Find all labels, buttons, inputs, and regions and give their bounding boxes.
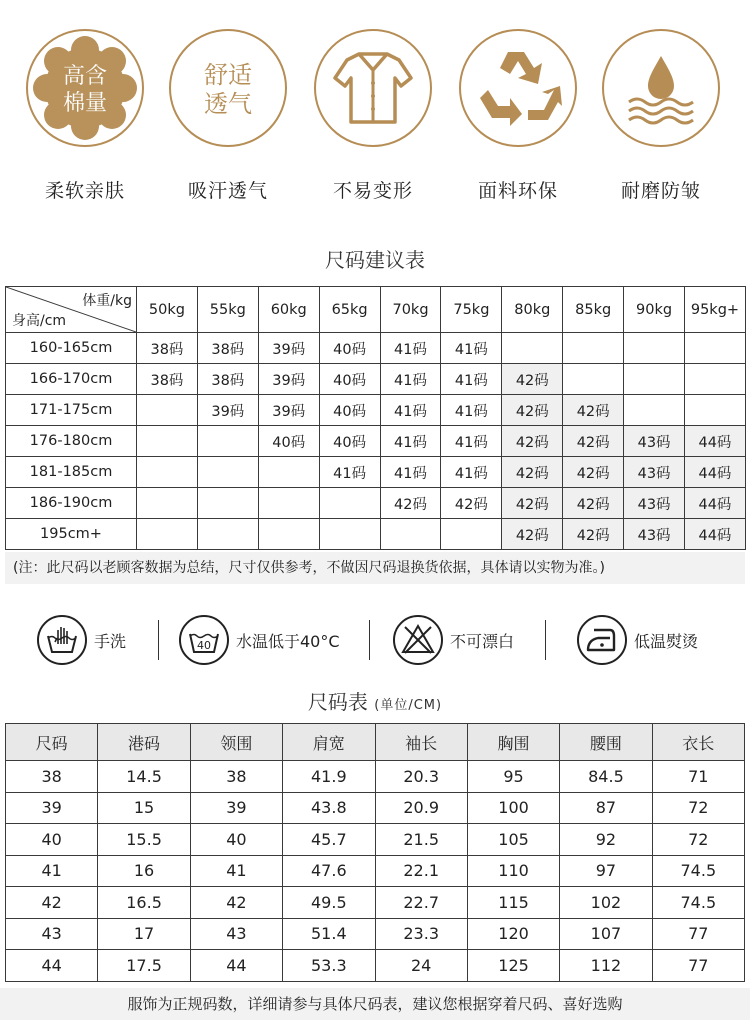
size-cell bbox=[137, 426, 198, 457]
size-cell: 42码 bbox=[563, 519, 624, 550]
size-cell bbox=[137, 488, 198, 519]
size-cell bbox=[624, 395, 685, 426]
badge-text-line2: 透气 bbox=[204, 90, 252, 118]
measurement-cell: 21.5 bbox=[375, 824, 467, 856]
measurement-cell: 45.7 bbox=[283, 824, 375, 856]
size-cell: 42码 bbox=[563, 426, 624, 457]
column-header: 领围 bbox=[190, 724, 282, 761]
feature-cotton bbox=[20, 28, 150, 203]
table-row bbox=[6, 792, 745, 824]
table-row bbox=[6, 426, 746, 457]
measurement-cell: 41 bbox=[190, 855, 282, 887]
measurement-cell: 43.8 bbox=[283, 792, 375, 824]
size-cell: 38码 bbox=[137, 364, 198, 395]
care-label: 低温熨烫 bbox=[634, 631, 699, 651]
low-temp-iron-icon bbox=[576, 614, 628, 666]
size-cell: 40码 bbox=[319, 395, 380, 426]
measurement-unit: (单位/CM) bbox=[374, 698, 443, 713]
table-row bbox=[6, 918, 745, 950]
measurement-cell: 72 bbox=[652, 824, 744, 856]
column-header: 衣长 bbox=[652, 724, 744, 761]
measurement-cell: 74.5 bbox=[652, 855, 744, 887]
measurement-cell: 14.5 bbox=[98, 761, 190, 793]
measurement-cell: 120 bbox=[467, 918, 559, 950]
table-row bbox=[6, 333, 746, 364]
height-label-cell: 195cm+ bbox=[6, 519, 137, 550]
measurement-cell: 17.5 bbox=[98, 950, 190, 982]
size-cell: 44码 bbox=[685, 488, 746, 519]
size-cell: 42码 bbox=[502, 364, 563, 395]
measurement-cell: 39 bbox=[6, 792, 98, 824]
size-cell bbox=[685, 395, 746, 426]
height-label-cell: 160-165cm bbox=[6, 333, 137, 364]
table-row bbox=[6, 761, 745, 793]
size-cell: 38码 bbox=[137, 333, 198, 364]
measurement-cell: 43 bbox=[190, 918, 282, 950]
care-hand-wash bbox=[36, 612, 126, 668]
height-label-cell: 166-170cm bbox=[6, 364, 137, 395]
weight-header-cell: 95kg+ bbox=[685, 287, 746, 333]
size-cell bbox=[197, 426, 258, 457]
care-no-bleach bbox=[392, 612, 514, 668]
height-label-cell: 176-180cm bbox=[6, 426, 137, 457]
weight-header-cell: 70kg bbox=[380, 287, 441, 333]
size-cell: 42码 bbox=[563, 395, 624, 426]
size-cell: 44码 bbox=[685, 457, 746, 488]
measurement-cell: 53.3 bbox=[283, 950, 375, 982]
size-cell: 40码 bbox=[319, 364, 380, 395]
column-header: 胸围 bbox=[467, 724, 559, 761]
size-cell: 41码 bbox=[380, 395, 441, 426]
table-row bbox=[6, 887, 745, 919]
care-divider bbox=[369, 620, 370, 660]
measurement-cell: 41 bbox=[6, 855, 98, 887]
measurement-cell: 44 bbox=[190, 950, 282, 982]
size-cell: 40码 bbox=[319, 426, 380, 457]
care-divider bbox=[158, 620, 159, 660]
table-row bbox=[6, 457, 746, 488]
measurement-cell: 77 bbox=[652, 950, 744, 982]
shirt-icon bbox=[313, 28, 433, 148]
size-cell: 42码 bbox=[441, 488, 502, 519]
feature-shape bbox=[308, 28, 438, 203]
size-cell bbox=[319, 519, 380, 550]
measurement-cell: 16 bbox=[98, 855, 190, 887]
temp-value: 40 bbox=[197, 639, 211, 652]
measurement-cell: 15 bbox=[98, 792, 190, 824]
size-cell: 40码 bbox=[258, 426, 319, 457]
measurement-cell: 20.3 bbox=[375, 761, 467, 793]
footer-note: 服饰为正规码数，详细请参与具体尺码表，建议您根据穿着尺码、喜好选购 bbox=[0, 988, 750, 1020]
care-label: 不可漂白 bbox=[450, 631, 515, 651]
badge-text-line2: 棉量 bbox=[62, 91, 108, 116]
measurement-cell: 38 bbox=[6, 761, 98, 793]
weight-header-cell: 65kg bbox=[319, 287, 380, 333]
table-row bbox=[6, 855, 745, 887]
measurement-cell: 97 bbox=[560, 855, 652, 887]
column-header: 肩宽 bbox=[283, 724, 375, 761]
no-bleach-icon bbox=[392, 614, 444, 666]
size-cell bbox=[563, 333, 624, 364]
measurement-cell: 87 bbox=[560, 792, 652, 824]
size-cell bbox=[502, 333, 563, 364]
feature-eco bbox=[453, 28, 583, 203]
table-row bbox=[6, 950, 745, 982]
size-cell bbox=[137, 457, 198, 488]
size-cell bbox=[258, 519, 319, 550]
size-cell: 41码 bbox=[380, 457, 441, 488]
size-cell bbox=[441, 519, 502, 550]
measurement-cell: 112 bbox=[560, 950, 652, 982]
measurement-cell: 95 bbox=[467, 761, 559, 793]
size-cell: 42码 bbox=[502, 488, 563, 519]
measurement-cell: 43 bbox=[6, 918, 98, 950]
size-cell: 42码 bbox=[563, 457, 624, 488]
table-row bbox=[6, 519, 746, 550]
measurement-cell: 22.7 bbox=[375, 887, 467, 919]
measurement-cell: 24 bbox=[375, 950, 467, 982]
weight-header-cell: 60kg bbox=[258, 287, 319, 333]
height-label-cell: 186-190cm bbox=[6, 488, 137, 519]
size-cell: 44码 bbox=[685, 426, 746, 457]
size-cell: 39码 bbox=[197, 395, 258, 426]
table-row bbox=[6, 364, 746, 395]
measurement-header-row bbox=[6, 724, 745, 761]
weight-header-cell: 75kg bbox=[441, 287, 502, 333]
measurement-cell: 74.5 bbox=[652, 887, 744, 919]
column-header: 港码 bbox=[98, 724, 190, 761]
measurement-cell: 84.5 bbox=[560, 761, 652, 793]
size-cell: 42码 bbox=[502, 426, 563, 457]
feature-wrinkle bbox=[596, 28, 726, 203]
size-cell bbox=[380, 519, 441, 550]
size-cell bbox=[258, 488, 319, 519]
water-drop-waves-icon bbox=[601, 28, 721, 148]
water-temp-40-icon bbox=[178, 614, 230, 666]
height-axis-label: 身高/cm bbox=[12, 313, 67, 329]
size-cell: 41码 bbox=[441, 457, 502, 488]
height-label-cell: 181-185cm bbox=[6, 457, 137, 488]
measurement-cell: 47.6 bbox=[283, 855, 375, 887]
size-cell: 42码 bbox=[502, 395, 563, 426]
table-row bbox=[6, 824, 745, 856]
size-cell: 43码 bbox=[624, 519, 685, 550]
size-cell: 41码 bbox=[441, 395, 502, 426]
cotton-flower-badge-icon bbox=[25, 28, 145, 148]
measurement-table bbox=[5, 723, 745, 982]
care-divider bbox=[545, 620, 546, 660]
size-cell: 43码 bbox=[624, 426, 685, 457]
measurement-cell: 17 bbox=[98, 918, 190, 950]
measurement-cell: 42 bbox=[190, 887, 282, 919]
table-header-row bbox=[6, 287, 746, 333]
size-cell: 41码 bbox=[319, 457, 380, 488]
size-cell bbox=[137, 519, 198, 550]
recycle-icon bbox=[458, 28, 578, 148]
measurement-cell: 115 bbox=[467, 887, 559, 919]
size-cell: 40码 bbox=[319, 333, 380, 364]
size-cell: 42码 bbox=[502, 457, 563, 488]
size-cell bbox=[685, 333, 746, 364]
size-cell bbox=[197, 457, 258, 488]
size-cell: 41码 bbox=[380, 333, 441, 364]
size-cell bbox=[197, 519, 258, 550]
size-cell: 42码 bbox=[563, 488, 624, 519]
measurement-cell: 72 bbox=[652, 792, 744, 824]
feature-caption: 面料环保 bbox=[477, 180, 558, 202]
table-row bbox=[6, 488, 746, 519]
measurement-cell: 39 bbox=[190, 792, 282, 824]
badge-text-line1: 高含 bbox=[62, 64, 108, 89]
care-instructions-row bbox=[0, 612, 750, 668]
size-cell: 41码 bbox=[441, 426, 502, 457]
measurement-cell: 92 bbox=[560, 824, 652, 856]
size-suggestion-table bbox=[5, 286, 746, 550]
measurement-cell: 16.5 bbox=[98, 887, 190, 919]
measurement-cell: 102 bbox=[560, 887, 652, 919]
care-water-temp bbox=[178, 612, 340, 668]
measurement-title bbox=[0, 686, 750, 715]
feature-caption: 不易变形 bbox=[332, 180, 413, 202]
size-cell bbox=[624, 333, 685, 364]
size-cell: 42码 bbox=[380, 488, 441, 519]
size-cell bbox=[685, 364, 746, 395]
weight-header-cell: 90kg bbox=[624, 287, 685, 333]
size-cell: 41码 bbox=[380, 364, 441, 395]
size-cell: 43码 bbox=[624, 457, 685, 488]
size-cell bbox=[319, 488, 380, 519]
size-cell: 39码 bbox=[258, 333, 319, 364]
column-header: 腰围 bbox=[560, 724, 652, 761]
weight-header-cell: 80kg bbox=[502, 287, 563, 333]
measurement-cell: 23.3 bbox=[375, 918, 467, 950]
size-cell: 39码 bbox=[258, 395, 319, 426]
size-cell: 41码 bbox=[441, 364, 502, 395]
measurement-cell: 77 bbox=[652, 918, 744, 950]
feature-breathable bbox=[163, 28, 293, 203]
measurement-cell: 20.9 bbox=[375, 792, 467, 824]
suggestion-title: 尺码建议表 bbox=[325, 248, 425, 272]
measurement-title-text: 尺码表 bbox=[307, 690, 368, 714]
column-header: 尺码 bbox=[6, 724, 98, 761]
size-cell bbox=[197, 488, 258, 519]
size-cell bbox=[624, 364, 685, 395]
column-header: 袖长 bbox=[375, 724, 467, 761]
weight-header-cell: 85kg bbox=[563, 287, 624, 333]
measurement-cell: 22.1 bbox=[375, 855, 467, 887]
measurement-cell: 105 bbox=[467, 824, 559, 856]
weight-header-cell: 50kg bbox=[137, 287, 198, 333]
size-cell bbox=[258, 457, 319, 488]
measurement-cell: 40 bbox=[190, 824, 282, 856]
measurement-cell: 107 bbox=[560, 918, 652, 950]
size-cell: 44码 bbox=[685, 519, 746, 550]
size-cell: 38码 bbox=[197, 333, 258, 364]
size-note: (注：此尺码以老顾客数据为总结，尺寸仅供参考，不做因尺码退换货依据，具体请以实物为准。) bbox=[5, 552, 745, 584]
size-cell bbox=[137, 395, 198, 426]
text-badge-icon bbox=[168, 28, 288, 148]
measurement-cell: 71 bbox=[652, 761, 744, 793]
feature-caption: 吸汗透气 bbox=[187, 180, 268, 202]
measurement-cell: 38 bbox=[190, 761, 282, 793]
size-cell: 42码 bbox=[502, 519, 563, 550]
weight-header-cell: 55kg bbox=[197, 287, 258, 333]
care-low-iron bbox=[576, 612, 698, 668]
measurement-cell: 42 bbox=[6, 887, 98, 919]
corner-header-cell bbox=[6, 287, 137, 333]
weight-axis-label: 体重/kg bbox=[82, 293, 132, 309]
size-cell: 38码 bbox=[197, 364, 258, 395]
feature-caption: 柔软亲肤 bbox=[44, 180, 125, 202]
size-cell: 41码 bbox=[441, 333, 502, 364]
measurement-cell: 100 bbox=[467, 792, 559, 824]
table-row bbox=[6, 395, 746, 426]
measurement-cell: 49.5 bbox=[283, 887, 375, 919]
measurement-cell: 41.9 bbox=[283, 761, 375, 793]
size-cell: 43码 bbox=[624, 488, 685, 519]
badge-text-line1: 舒适 bbox=[204, 61, 252, 89]
hand-wash-icon bbox=[36, 614, 88, 666]
size-cell: 41码 bbox=[380, 426, 441, 457]
feature-caption: 耐磨防皱 bbox=[620, 180, 701, 202]
size-cell bbox=[563, 364, 624, 395]
measurement-cell: 51.4 bbox=[283, 918, 375, 950]
size-cell: 39码 bbox=[258, 364, 319, 395]
measurement-cell: 15.5 bbox=[98, 824, 190, 856]
measurement-cell: 125 bbox=[467, 950, 559, 982]
care-label: 水温低于40°C bbox=[236, 631, 340, 651]
care-label: 手洗 bbox=[94, 631, 127, 651]
measurement-cell: 110 bbox=[467, 855, 559, 887]
height-label-cell: 171-175cm bbox=[6, 395, 137, 426]
measurement-cell: 40 bbox=[6, 824, 98, 856]
measurement-cell: 44 bbox=[6, 950, 98, 982]
feature-icons-row bbox=[0, 28, 750, 208]
